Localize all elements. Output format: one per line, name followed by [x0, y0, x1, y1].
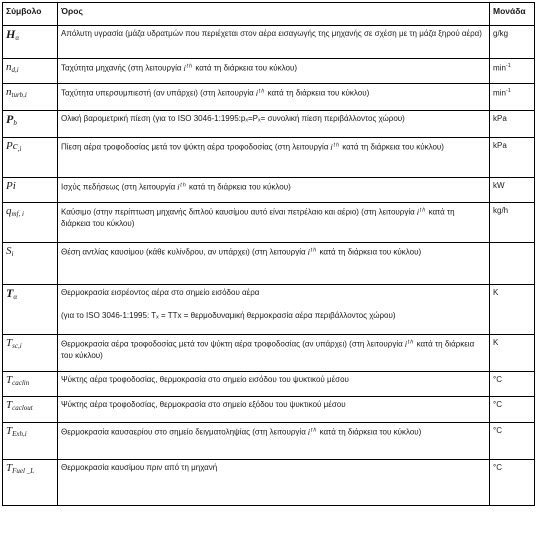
symbol: $T_{caclout}$ — [6, 399, 33, 412]
symbol-cell — [3, 111, 58, 138]
table-row — [3, 84, 535, 111]
symbol: $T_{caclin}$ — [6, 374, 30, 387]
symbol-cell — [3, 59, 58, 84]
mode-index: $i^{th}$ — [256, 88, 266, 98]
symbol-cell — [3, 397, 58, 423]
term-cell: Θερμοκρασία καυσαερίου στο σημείο δειγματοληψίας (στη λειτουργία $i^{th}$ κατά τη διάρκεια του κύκλου) — [58, 423, 490, 460]
symbol: $P_b$ — [6, 112, 17, 127]
mode-index: $i^{th}$ — [330, 142, 341, 152]
unit-cell: kPa — [490, 138, 535, 178]
symbol: $T_{Exh,i}$ — [6, 425, 27, 438]
symbol: $H_\alpha$ — [6, 27, 20, 42]
unit-cell: kPa — [490, 111, 535, 138]
term-cell: Απόλυτη υγρασία (μάζα υδρατμών που περιέχεται στον αέρα εισαγωγής της μηχανής σε σχέση με τη μάζα ξηρού αέρα) — [58, 26, 490, 59]
symbol-cell — [3, 26, 58, 59]
unit-cell: kg/h — [490, 203, 535, 243]
symbol: $T_{sc,i}$ — [6, 337, 22, 350]
unit-cell: g/kg — [490, 26, 535, 59]
symbol: Pi — [6, 180, 16, 192]
unit-cell: kW — [490, 178, 535, 203]
symbol-cell — [3, 372, 58, 397]
mode-index: $i^{th}$ — [308, 427, 318, 437]
mode-index: $i^{th}$ — [416, 207, 427, 217]
table-row — [3, 285, 535, 335]
symbol-cell — [3, 138, 58, 178]
symbol: $n_{d,i}$ — [6, 61, 19, 74]
term-cell: Ταχύτητα μηχανής (στη λειτουργία $i^{th}$ κατά τη διάρκεια του κύκλου) — [58, 59, 490, 84]
symbol: $T_\alpha$ — [6, 286, 18, 301]
symbol-cell — [3, 285, 58, 335]
unit-cell — [490, 243, 535, 285]
term-cell: Ψύκτης αέρα τροφοδοσίας, θερμοκρασία στο σημείο εξόδου του ψυκτικού μέσου — [58, 397, 490, 423]
unit-cell: °C — [490, 397, 535, 423]
symbol-cell — [3, 243, 58, 285]
table-row — [3, 372, 535, 397]
unit-cell: °C — [490, 460, 535, 506]
symbol: $Pc_{,i}$ — [6, 140, 22, 153]
term-cell: Θερμοκρασία καυσίμου πριν από τη μηχανή — [58, 460, 490, 506]
mode-index: $i^{th}$ — [177, 182, 187, 192]
symbol: $T_{Fuel \_L}$ — [6, 462, 35, 475]
term-cell: Θερμοκρασία εισρέοντος αέρα στο σημείο εισόδου αέρα (για το ISO 3046-1:1995: Tₓ = TTx = θερμοδυναμική θερμοκρασία αέρα περιβάλλοντος χώρου) — [58, 285, 490, 335]
symbols-table — [2, 2, 535, 506]
unit-cell: $\min^{-1}$ — [490, 84, 535, 111]
unit-cell: °C — [490, 423, 535, 460]
table-row — [3, 203, 535, 243]
symbol-cell — [3, 460, 58, 506]
symbol-cell — [3, 84, 58, 111]
symbol-cell — [3, 335, 58, 372]
term-cell: Πίεση αέρα τροφοδοσίας μετά τον ψύκτη αέρα τροφοδοσίας (στη λειτουργία $i^{th}$ κατά τη διάρκεια του κύκλου) — [58, 138, 490, 178]
symbol-cell — [3, 423, 58, 460]
header-row — [3, 3, 535, 26]
term-cell: Ολική βαρομετρική πίεση (για το ISO 3046-1:1995:pₓ=Pₓ= συνολική πίεση περιβάλλοντος χώρου) — [58, 111, 490, 138]
unit-cell: °C — [490, 372, 535, 397]
term-cell: Ισχύς πεδήσεως (στη λειτουργία $i^{th}$ κατά τη διάρκεια του κύκλου) — [58, 178, 490, 203]
symbol: $S_i$ — [6, 245, 14, 258]
term-cell: Θέση αντλίας καυσίμου (κάθε κυλίνδρου, αν υπάρχει) (στη λειτουργία $i^{th}$ κατά τη διάρκεια του κύκλου) — [58, 243, 490, 285]
term-cell: Θερμοκρασία αέρα τροφοδοσίας μετά τον ψύκτη αέρα τροφοδοσίας (αν υπάρχει) (στη λειτουργία $i^{th}$ κατά τη διάρκεια του κύκλου) — [58, 335, 490, 372]
table-row — [3, 138, 535, 178]
table-row — [3, 397, 535, 423]
table-row — [3, 111, 535, 138]
unit-cell: K — [490, 335, 535, 372]
symbol-cell — [3, 203, 58, 243]
table-row — [3, 335, 535, 372]
header-unit: Μονάδα — [490, 3, 535, 26]
table-row — [3, 26, 535, 59]
header-symbol: Σύμβολο — [3, 3, 58, 26]
term-cell: Ταχύτητα υπερσυμπιεστή (αν υπάρχει) (στη λειτουργία $i^{th}$ κατά τη διάρκεια του κύκλου) — [58, 84, 490, 111]
symbol-cell — [3, 178, 58, 203]
mode-index: $i^{th}$ — [183, 63, 194, 73]
unit-cell: $\min^{-1}$ — [490, 59, 535, 84]
header-term: Όρος — [58, 3, 490, 26]
unit-cell: K — [490, 285, 535, 335]
term-cell: Καύσιμο (στην περίπτωση μηχανής διπλού καυσίμου αυτό είναι πετρέλαιο και αέριο) (στη λειτουργία $i^{th}$ κατά τη διάρκεια του κύκλου) — [58, 203, 490, 243]
symbol: $q_{mf, i}$ — [6, 205, 24, 218]
table-row — [3, 243, 535, 285]
term-cell: Ψύκτης αέρα τροφοδοσίας, θερμοκρασία στο σημείο εισόδου του ψυκτικού μέσου — [58, 372, 490, 397]
table-row — [3, 423, 535, 460]
mode-index: $i^{th}$ — [307, 247, 318, 257]
mode-index: $i^{th}$ — [404, 339, 415, 349]
table-row — [3, 178, 535, 203]
symbol: $n_{turb,i}$ — [6, 86, 27, 99]
table-row — [3, 59, 535, 84]
table-row — [3, 460, 535, 506]
